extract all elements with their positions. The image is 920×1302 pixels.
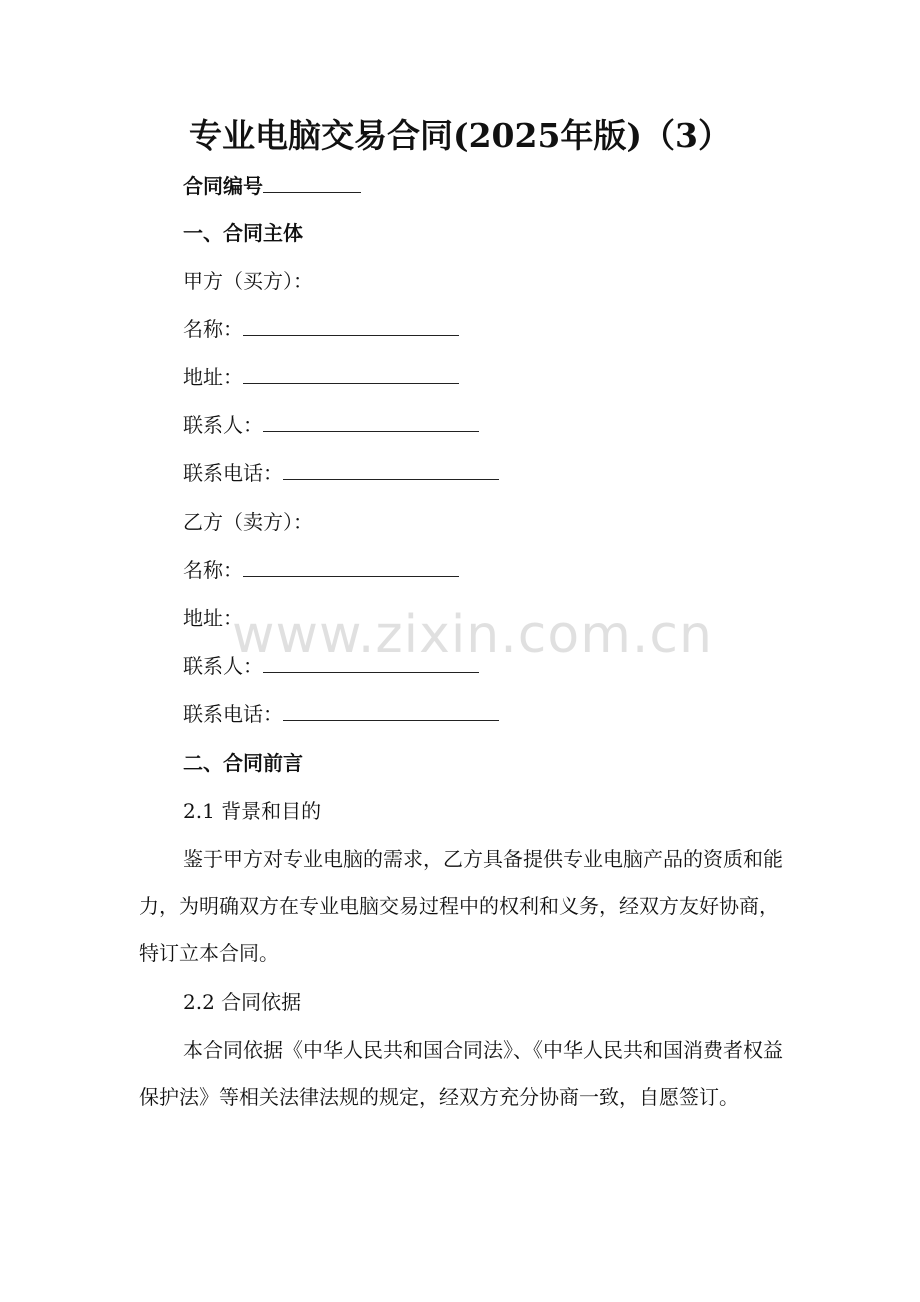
party-b-contact-label: 联系人： bbox=[183, 654, 263, 678]
party-b-address-label: 地址： bbox=[183, 606, 243, 630]
document-title: 专业电脑交易合同(2025年版)（3） bbox=[188, 116, 732, 155]
party-b-name-blank bbox=[243, 556, 459, 577]
party-b-name-line bbox=[183, 556, 459, 584]
party-a-address-line bbox=[183, 363, 459, 391]
party-a-contact-line bbox=[183, 411, 479, 439]
party-a-address-label: 地址： bbox=[183, 365, 243, 389]
party-b-phone-label: 联系电话： bbox=[183, 702, 283, 726]
party-a-contact-label: 联系人： bbox=[183, 413, 263, 437]
party-a-address-blank bbox=[243, 363, 459, 384]
party-a-phone-blank bbox=[283, 459, 499, 480]
party-a-phone-line bbox=[183, 459, 499, 487]
party-a-phone-label: 联系电话： bbox=[183, 461, 283, 485]
contract-number-line bbox=[183, 172, 361, 200]
party-a-contact-blank bbox=[263, 411, 479, 432]
party-a-label: 甲方（买方）： bbox=[183, 269, 313, 293]
party-a-name-line bbox=[183, 315, 459, 343]
section2-heading: 二、合同前言 bbox=[183, 751, 303, 775]
party-b-name-label: 名称： bbox=[183, 558, 243, 582]
party-b-label: 乙方（卖方）： bbox=[183, 510, 313, 534]
subsection-2-2-paragraph: 本合同依据《中华人民共和国合同法》、《中华人民共和国消费者权益保护法》等相关法律法规的规定，经双方充分协商一致，自愿签订。 bbox=[139, 1038, 783, 1109]
contract-number-blank bbox=[263, 172, 361, 193]
party-b-phone-blank bbox=[283, 700, 499, 721]
section1-heading: 一、合同主体 bbox=[183, 221, 303, 245]
party-a-name-blank bbox=[243, 315, 459, 336]
watermark: www.zixin.com.cn bbox=[232, 605, 713, 665]
party-b-phone-line bbox=[183, 700, 499, 728]
subsection-2-2-title: 2.2 合同依据 bbox=[183, 990, 302, 1014]
subsection-2-1-title: 2.1 背景和目的 bbox=[183, 799, 322, 823]
subsection-2-1-paragraph: 鉴于甲方对专业电脑的需求，乙方具备提供专业电脑产品的资质和能力，为明确双方在专业电脑交易过程中的权利和义务，经双方友好协商，特订立本合同。 bbox=[139, 847, 783, 965]
party-a-name-label: 名称： bbox=[183, 317, 243, 341]
contract-number-label: 合同编号 bbox=[183, 174, 263, 198]
